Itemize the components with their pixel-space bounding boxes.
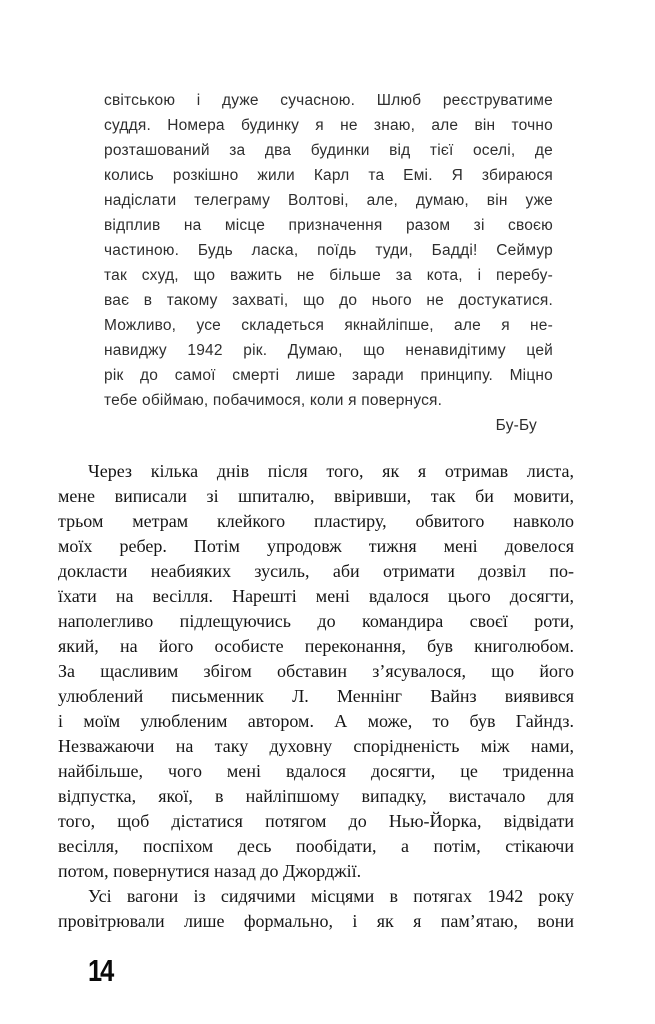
- body-line: Через кілька днів після того, як я отримав листа,: [88, 461, 574, 481]
- body-line: трьом метрам клейкого пластиру, обвитого навколо: [58, 511, 574, 531]
- letter-line: надіслати телеграму Волтові, але, думаю, він уже: [104, 192, 553, 209]
- body-line: весілля, поспіхом десь пообідати, а потім, стікаючи: [58, 836, 574, 856]
- letter-line: рік до самої смерті лише заради принципу. Міцно: [104, 367, 553, 384]
- letter-line: ває в такому захваті, що до нього не достукатися.: [104, 292, 553, 309]
- letter-line: так схуд, що важить не більше за кота, і перебу-: [104, 267, 553, 284]
- letter-signature: Бу-Бу: [495, 417, 537, 434]
- body-line: улюблений письменник Л. Меннінг Вайнз виявився: [58, 686, 574, 706]
- letter-line: тебе обіймаю, побачимося, коли я повернуся.: [104, 392, 443, 409]
- body-line: і моїм улюбленим автором. А може, то був Гайндз.: [58, 711, 574, 731]
- body-line: Незважаючи на таку духовну спорідненість між нами,: [58, 736, 574, 756]
- body-line: який, на його особисте переконання, був книголюбом.: [58, 636, 574, 656]
- body-line: За щасливим збігом обставин з’ясувалося, що його: [58, 661, 574, 681]
- letter-line: Можливо, усе складеться якнайліпше, але я не-: [104, 317, 553, 334]
- body-text: [58, 459, 574, 934]
- body-line: відпустка, якої, в найліпшому випадку, вистачало для: [58, 786, 574, 806]
- letter-line: частиною. Будь ласка, поїдь туди, Бадді! Сеймур: [104, 242, 553, 259]
- body-line: найбільше, чого мені вдалося досягти, це триденна: [58, 761, 574, 781]
- body-line: потом, повернутися назад до Джорджії.: [58, 861, 362, 881]
- letter-line: світською і дуже сучасною. Шлюб реєструватиме: [104, 92, 553, 109]
- letter-line: розташований за два будинки від тієї оселі, де: [104, 142, 553, 159]
- body-line: їхати на весілля. Нарешті мені вдалося цього досягти,: [58, 586, 574, 606]
- body-line: наполегливо підлещуючись до командира своєї роти,: [58, 611, 574, 631]
- letter-line: суддя. Номера будинку я не знаю, але він точно: [104, 117, 553, 134]
- letter-line: відплив на місце призначення разом зі своєю: [104, 217, 553, 234]
- body-line: провітрювали лише формально, і як я пам’ятаю, вони: [58, 911, 574, 931]
- letter-line: навиджу 1942 рік. Думаю, що ненавидітиму цей: [104, 342, 553, 359]
- letter-quote-block: [104, 88, 553, 438]
- body-line: докласти неабияких зусиль, аби отримати дозвіл по-: [58, 561, 574, 581]
- page-number: 14: [88, 953, 113, 988]
- body-line: того, щоб дістатися потягом до Нью-Йорка, відвідати: [58, 811, 574, 831]
- letter-line: колись розкішно жили Карл та Емі. Я збираюся: [104, 167, 553, 184]
- body-line: Усі вагони із сидячими місцями в потягах 1942 року: [88, 886, 574, 906]
- body-line: моїх ребер. Потім упродовж тижня мені довелося: [58, 536, 574, 556]
- body-line: мене виписали зі шпиталю, ввіривши, так би мовити,: [58, 486, 574, 506]
